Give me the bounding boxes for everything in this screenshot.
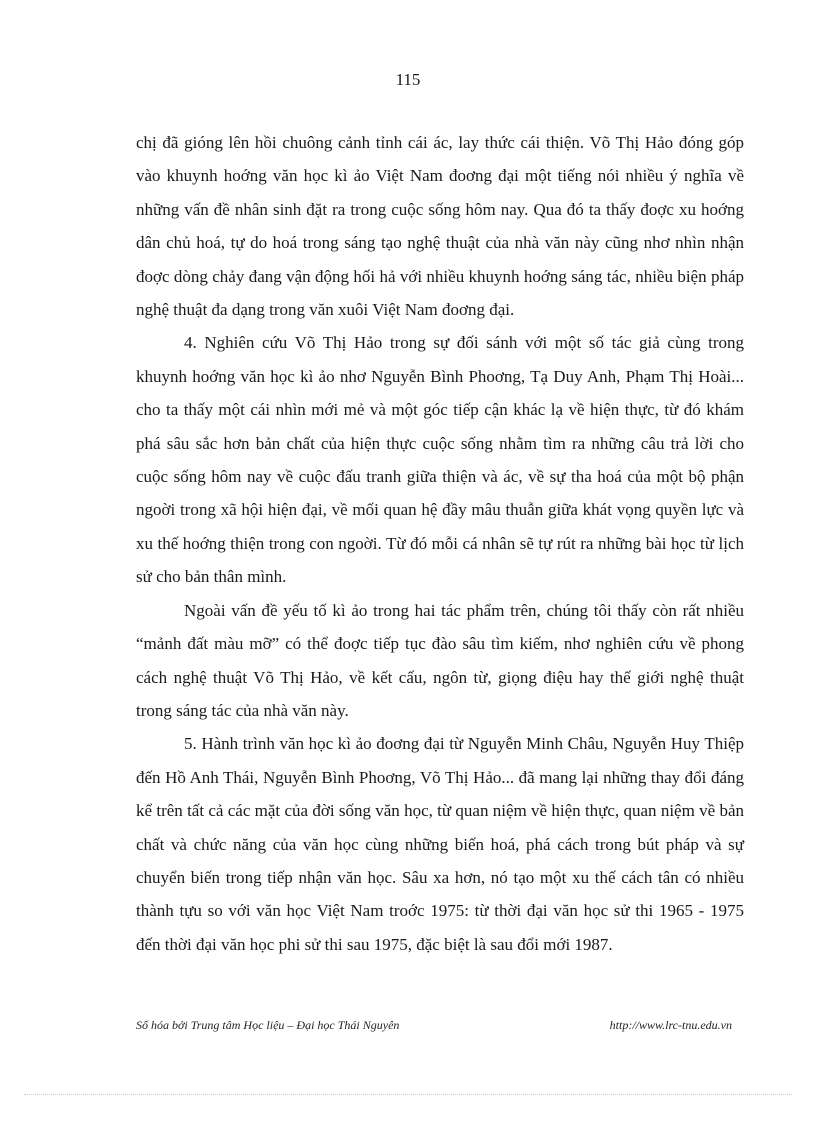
paragraph-other-issues: Ngoài vấn đề yếu tố kì ảo trong hai tác phẩm trên, chúng tôi thấy còn rất nhiều “mảnh đất màu mỡ” có thể đoợc tiếp tục đào sâu tìm kiếm, nhơ nghiên cứu về phong cách nghệ thuật Võ Thị Hảo, về kết cấu, ngôn từ, giọng điệu hay thế giới nghệ thuật trong sáng tác của nhà văn này. (136, 600, 744, 720)
bottom-divider (24, 1094, 792, 1095)
paragraph-point-4: 4. Nghiên cứu Võ Thị Hảo trong sự đối sánh với một số tác giả cùng trong khuynh hoớng văn học kì ảo nhơ Nguyễn Bình Phoơng, Tạ Duy Anh, Phạm Thị Hoài... cho ta thấy một cái nhìn mới mẻ và một góc tiếp cận khác lạ về hiện thực, từ đó khám phá sâu sắc hơn bản chất của hiện thực cuộc sống nhằm tìm ra những câu trả lời cho cuộc sống hôm nay về cuộc đấu tranh giữa thiện và ác, về sự tha hoá của một bộ phận ngoời trong xã hội hiện đại, về mối quan hệ đầy mâu thuẫn giữa khát vọng quyền lực và xu thế hoớng thiện trong con ngoời. Từ đó mỗi cá nhân sẽ tự rút ra những bài học từ lịch sử cho bản thân mình. (136, 333, 744, 587)
body-text (136, 126, 744, 961)
footer-source: Số hóa bởi Trung tâm Học liệu – Đại học Thái Nguyên (136, 1018, 400, 1032)
paragraph-point-5: 5. Hành trình văn học kì ảo đoơng đại từ Nguyễn Minh Châu, Nguyễn Huy Thiệp đến Hồ Anh Thái, Nguyễn Bình Phoơng, Võ Thị Hảo... đã mang lại những thay đổi đáng kể trên tất cả các mặt của đời sống văn học, từ quan niệm về hiện thực, quan niệm về bản chất và chức năng của văn học cùng những biến hoá, phá cách trong bút pháp và sự chuyển biến trong tiếp nhận văn học. Sâu xa hơn, nó tạo một xu thế cách tân có nhiều thành tựu so với văn học Việt Nam troớc 1975: từ thời đại văn học sử thi 1965 - 1975 đến thời đại văn học phi sử thi sau 1975, đặc biệt là sau đổi mới 1987. (136, 734, 744, 954)
footer-url: http://www.lrc-tnu.edu.vn (609, 1018, 732, 1032)
page-footer (136, 1018, 732, 1033)
paragraph-continuation: chị đã gióng lên hồi chuông cảnh tỉnh cái ác, lay thức cái thiện. Võ Thị Hảo đóng góp vào khuynh hoớng văn học kì ảo Việt Nam đoơng đại một tiếng nói nhiều ý nghĩa về những vấn đề nhân sinh đặt ra trong cuộc sống hôm nay. Qua đó ta thấy đoợc xu hoớng dân chủ hoá, tự do hoá trong sáng tạo nghệ thuật của nhà văn này cũng nhơ nhìn nhận đoợc dòng chảy đang vận động hối hả với nhiều khuynh hoớng sáng tác, nhiều biện pháp nghệ thuật đa dạng trong văn xuôi Việt Nam đoơng đại. (136, 133, 744, 320)
page-number: 115 (395, 70, 421, 89)
